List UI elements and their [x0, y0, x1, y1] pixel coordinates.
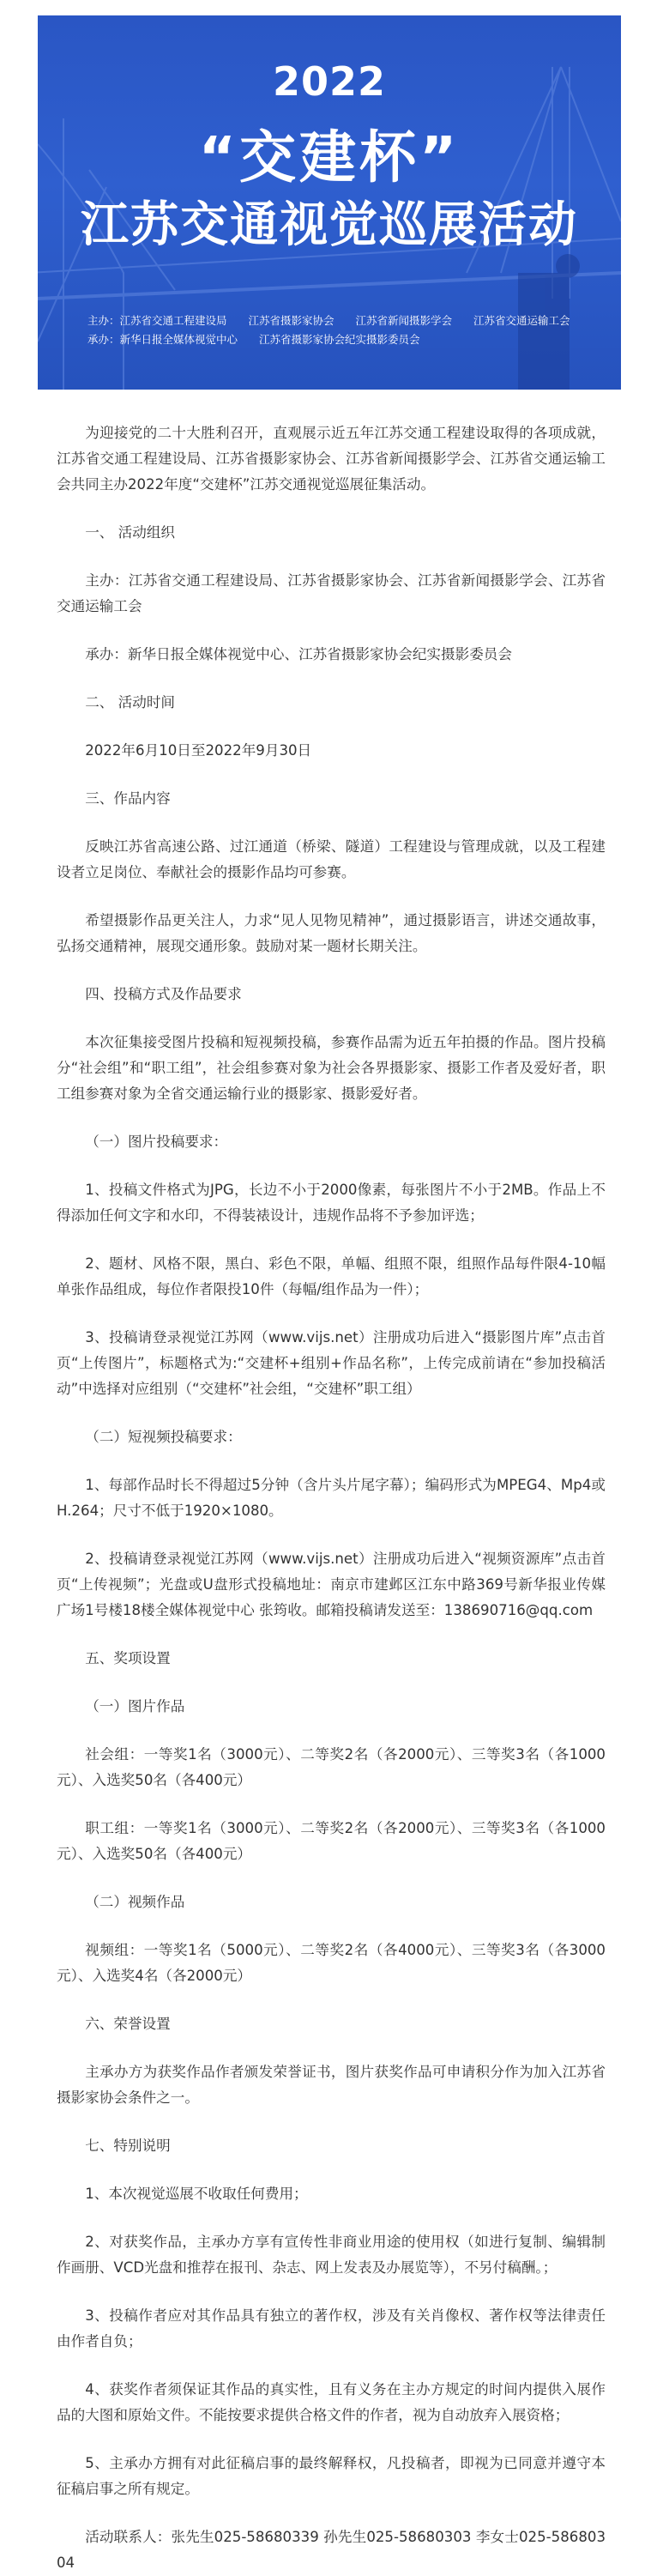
banner-cup-title: “交建杯”	[198, 124, 461, 190]
paragraph: 职工组：一等奖1名（3000元）、二等奖2名（各2000元）、三等奖3名（各1000元）、入选奖50名（各400元）	[57, 1820, 606, 1862]
paragraph: 反映江苏省高速公路、过江通道（桥梁、隧道）工程建设与管理成就，以及工程建设者立足岗位、奉献社会的摄影作品均可参赛。	[57, 838, 606, 880]
paragraph: 本次征集接受图片投稿和短视频投稿，参赛作品需为近五年拍摄的作品。图片投稿分“社会组”和“职工组”，社会组参赛对象为社会各界摄影家、摄影工作者及爱好者，职工组参赛对象为全省交通运输行业的摄影家、摄影爱好者。	[57, 1034, 606, 1102]
paragraph: 主办：江苏省交通工程建设局、江苏省摄影家协会、江苏省新闻摄影学会、江苏省交通运输工会	[57, 572, 606, 614]
paragraph: 4、获奖作者须保证其作品的真实性，且有义务在主办方规定的时间内提供入展作品的大图和原始文件。不能按要求提供合格文件的作者，视为自动放弃入展资格；	[57, 2381, 606, 2423]
paragraph: 1、投稿文件格式为JPG，长边不小于2000像素，每张图片不小于2MB。作品上不得添加任何文字和水印，不得装裱设计，违规作品将不予参加评选；	[57, 1182, 606, 1224]
section-heading: 五、奖项设置	[85, 1650, 171, 1666]
paragraph: 5、主承办方拥有对此征稿启事的最终解释权，凡投稿者，即视为已同意并遵守本征稿启事之所有规定。	[57, 2455, 606, 2497]
paragraph: 2、对获奖作品，主承办方享有宣传性非商业用途的使用权（如进行复制、编辑制作画册、VCD光盘和推荐在报刊、杂志、网上发表及办展览等），不另付稿酬。；	[57, 2234, 606, 2276]
paragraph: 1、每部作品时长不得超过5分钟（含片头片尾字幕）；编码形式为MPEG4、Mp4或H.264；尺寸不低于1920×1080。	[57, 1477, 606, 1519]
paragraph: 2、题材、风格不限，黑白、彩色不限，单幅、组照不限，组照作品每件限4-10幅单张作品组成，每位作者限投10件（每幅/组作品为一件）；	[57, 1255, 606, 1297]
paragraph: 承办：新华日报全媒体视觉中心、江苏省摄影家协会纪实摄影委员会	[85, 646, 512, 662]
paragraph: 2022年6月10日至2022年9月30日	[85, 742, 312, 759]
banner-organizers: 主办：江苏省交通工程建设局 江苏省摄影家协会 江苏省新闻摄影学会 江苏省交通运输工会	[87, 314, 570, 327]
section-heading: 四、投稿方式及作品要求	[85, 986, 242, 1002]
paragraph: 3、投稿作者应对其作品具有独立的著作权，涉及有关肖像权、著作权等法律责任由作者自负；	[57, 2307, 606, 2349]
banner-undertakers: 承办：新华日报全媒体视觉中心 江苏省摄影家协会纪实摄影委员会	[87, 333, 420, 346]
paragraph: 社会组：一等奖1名（3000元）、二等奖2名（各2000元）、三等奖3名（各1000元）、入选奖50名（各400元）	[57, 1746, 606, 1788]
section-heading: 一、 活动组织	[85, 524, 176, 541]
subsection-heading: （一）图片作品	[85, 1698, 185, 1714]
subsection-heading: （二）视频作品	[85, 1894, 185, 1910]
banner	[38, 15, 621, 390]
section-heading: 三、作品内容	[85, 790, 171, 807]
banner-year: 2022	[272, 58, 387, 105]
subsection-heading: （一）图片投稿要求：	[85, 1134, 228, 1150]
article-body	[57, 420, 606, 2576]
section-heading: 二、 活动时间	[85, 694, 176, 711]
contact-info: 活动联系人：张先生025-58680339 孙先生025-58680303 李女士025-58680304	[57, 2529, 606, 2571]
paragraph: 视频组：一等奖1名（5000元）、二等奖2名（各4000元）、三等奖3名（各3000元）、入选奖4名（各2000元）	[57, 1942, 606, 1984]
subsection-heading: （二）短视频投稿要求：	[85, 1429, 242, 1445]
paragraph: 2、投稿请登录视觉江苏网（www.vijs.net）注册成功后进入“视频资源库”点击首页“上传视频”；光盘或U盘形式投稿地址：南京市建邺区江东中路369号新华报业传媒广场1号楼18楼全媒体视觉中心 张筠收。邮箱投稿请发送至：138690716@qq.com	[57, 1551, 606, 1618]
paragraph: 3、投稿请登录视觉江苏网（www.vijs.net）注册成功后进入“摄影图片库”点击首页“上传图片”，标题格式为:“交建杯+组别+作品名称”，上传完成前请在“参加投稿活动”中选择对应组别（“交建杯”社会组，“交建杯”职工组）	[57, 1329, 606, 1397]
intro-paragraph: 为迎接党的二十大胜利召开，直观展示近五年江苏交通工程建设取得的各项成就，江苏省交通工程建设局、江苏省摄影家协会、江苏省新闻摄影学会、江苏省交通运输工会共同主办2022年度“交建杯”江苏交通视觉巡展征集活动。	[57, 425, 606, 493]
paragraph: 主承办方为获奖作品作者颁发荣誉证书，图片获奖作品可申请积分作为加入江苏省摄影家协会条件之一。	[57, 2064, 606, 2106]
paragraph: 希望摄影作品更关注人，力求“见人见物见精神”，通过摄影语言，讲述交通故事，弘扬交通精神，展现交通形象。鼓励对某一题材长期关注。	[57, 912, 606, 954]
paragraph: 1、本次视觉巡展不收取任何费用；	[85, 2186, 308, 2202]
section-heading: 六、荣誉设置	[85, 2016, 171, 2032]
banner-main-title: 江苏交通视觉巡展活动	[81, 197, 578, 253]
section-heading: 七、特别说明	[85, 2138, 171, 2154]
